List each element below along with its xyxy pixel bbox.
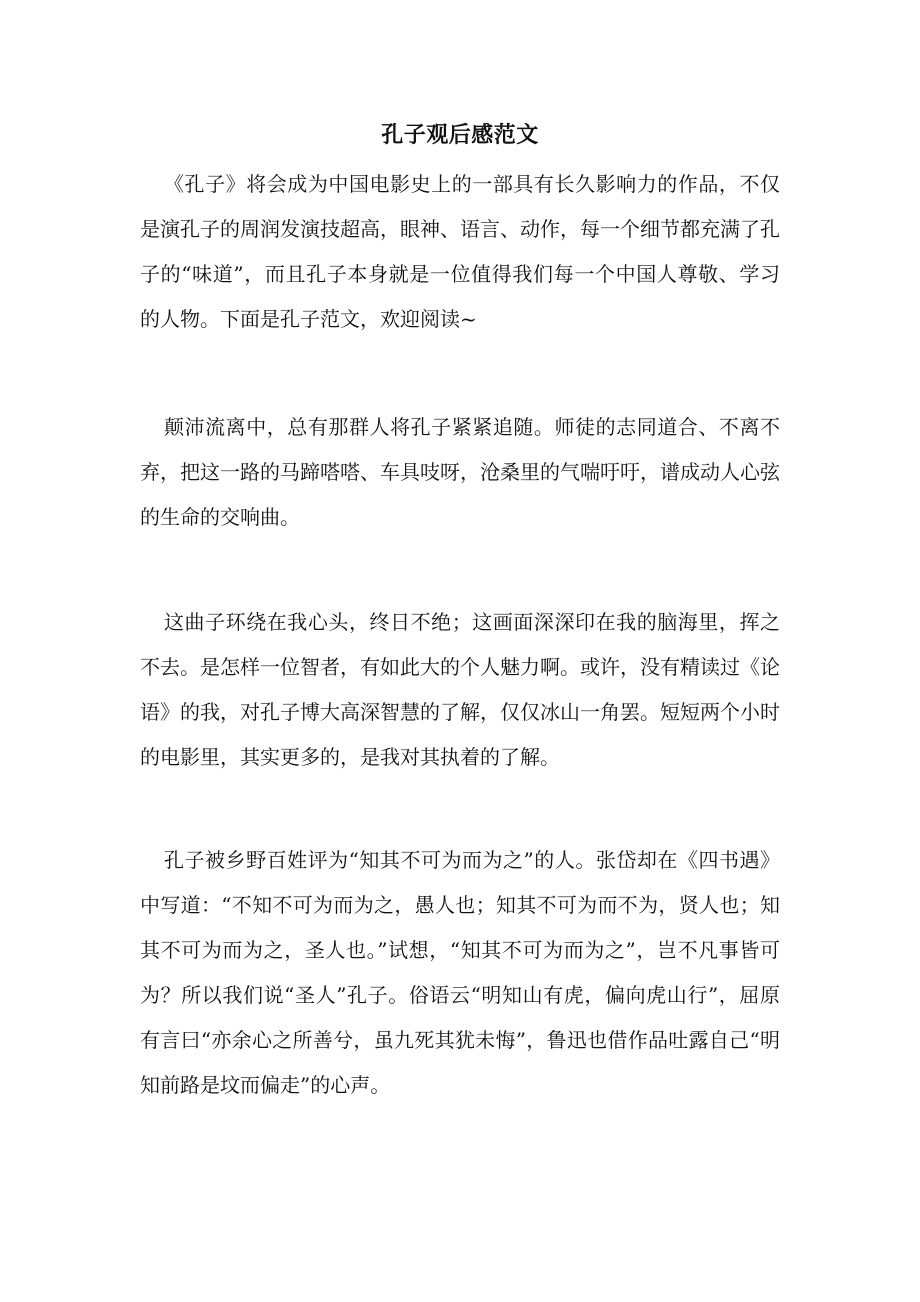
paragraph-4: 孔子被乡野百姓评为“知其不可为而为之”的人。张岱却在《四书遇》中写道：“不知不可为而为之，愚人也；知其不可为而不为，贤人也；知其不可为而为之，圣人也。”试想，“知其不可为而为之”，岂不凡事皆可为？所以我们说“圣人”孔子。俗语云“明知山有虎，偏向虎山行”，屈原有言曰“亦余心之所善兮，虽九死其犹未悔”，鲁迅也借作品吐露自己“明知前路是坟而偏走”的心声。 <box>140 848 780 1097</box>
paragraph-intro: 《孔子》将会成为中国电影史上的一部具有长久影响力的作品，不仅是演孔子的周润发演技超高，眼神、语言、动作，每一个细节都充满了孔子的“味道”，而且孔子本身就是一位值得我们每一个中国人尊敬、学习的人物。下面是孔子范文，欢迎阅读~ <box>140 172 780 331</box>
paragraph-3: 这曲子环绕在我心头，终日不绝；这画面深深印在我的脑海里，挥之不去。是怎样一位智者，有如此大的个人魅力啊。或许，没有精读过《论语》的我，对孔子博大高深智慧的了解，仅仅冰山一角罢。短短两个小时的电影里，其实更多的，是我对其执着的了解。 <box>140 610 780 769</box>
paragraph-2: 颠沛流离中，总有那群人将孔子紧紧追随。师徒的志同道合、不离不弃，把这一路的马蹄嗒嗒、车具吱呀，沧桑里的气喘吁吁，谱成动人心弦的生命的交响曲。 <box>140 415 780 529</box>
document-title: 孔子观后感范文 <box>381 122 539 148</box>
